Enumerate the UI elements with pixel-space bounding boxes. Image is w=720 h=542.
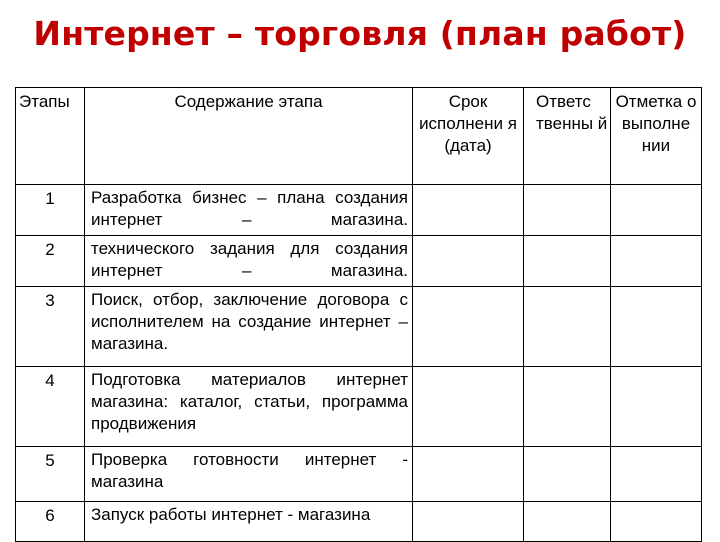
table-row	[16, 287, 702, 367]
header-completion-mark: Отметка о выполне нии	[611, 88, 702, 185]
header-responsible: Ответс твенны й	[524, 88, 611, 185]
table-row	[16, 367, 702, 447]
responsible-cell	[524, 502, 611, 542]
responsible-cell	[524, 287, 611, 367]
table-row	[16, 185, 702, 236]
stage-content: Разработка бизнес – плана создания интернет – магазина.	[85, 185, 413, 236]
deadline-cell	[413, 185, 524, 236]
work-plan-table	[15, 87, 702, 542]
deadline-cell	[413, 367, 524, 447]
stage-content: технического задания для создания интернет – магазина.	[85, 236, 413, 287]
stage-content: Проверка готовности интернет - магазина	[85, 447, 413, 502]
completion-mark-cell	[611, 236, 702, 287]
table-header-row	[16, 88, 702, 185]
stage-number: 6	[16, 502, 85, 542]
stage-number: 5	[16, 447, 85, 502]
stage-number: 2	[16, 236, 85, 287]
stage-number: 1	[16, 185, 85, 236]
completion-mark-cell	[611, 502, 702, 542]
table-row	[16, 447, 702, 502]
deadline-cell	[413, 236, 524, 287]
completion-mark-cell	[611, 185, 702, 236]
stage-number: 3	[16, 287, 85, 367]
deadline-cell	[413, 447, 524, 502]
completion-mark-cell	[611, 447, 702, 502]
responsible-cell	[524, 367, 611, 447]
stage-content: Запуск работы интернет - магазина	[85, 502, 413, 542]
stage-content: Подготовка материалов интернет магазина: каталог, статьи, программа продвижения	[85, 367, 413, 447]
stage-number: 4	[16, 367, 85, 447]
responsible-cell	[524, 236, 611, 287]
header-stage: Этапы	[16, 88, 85, 185]
deadline-cell	[413, 287, 524, 367]
page-title: Интернет – торговля (план работ)	[33, 14, 687, 53]
responsible-cell	[524, 447, 611, 502]
stage-content: Поиск, отбор, заключение договора с исполнителем на создание интернет – магазина.	[85, 287, 413, 367]
table-row	[16, 502, 702, 542]
completion-mark-cell	[611, 367, 702, 447]
table-row	[16, 236, 702, 287]
header-content: Содержание этапа	[85, 88, 413, 185]
completion-mark-cell	[611, 287, 702, 367]
deadline-cell	[413, 502, 524, 542]
responsible-cell	[524, 185, 611, 236]
header-deadline: Срок исполнени я (дата)	[413, 88, 524, 185]
